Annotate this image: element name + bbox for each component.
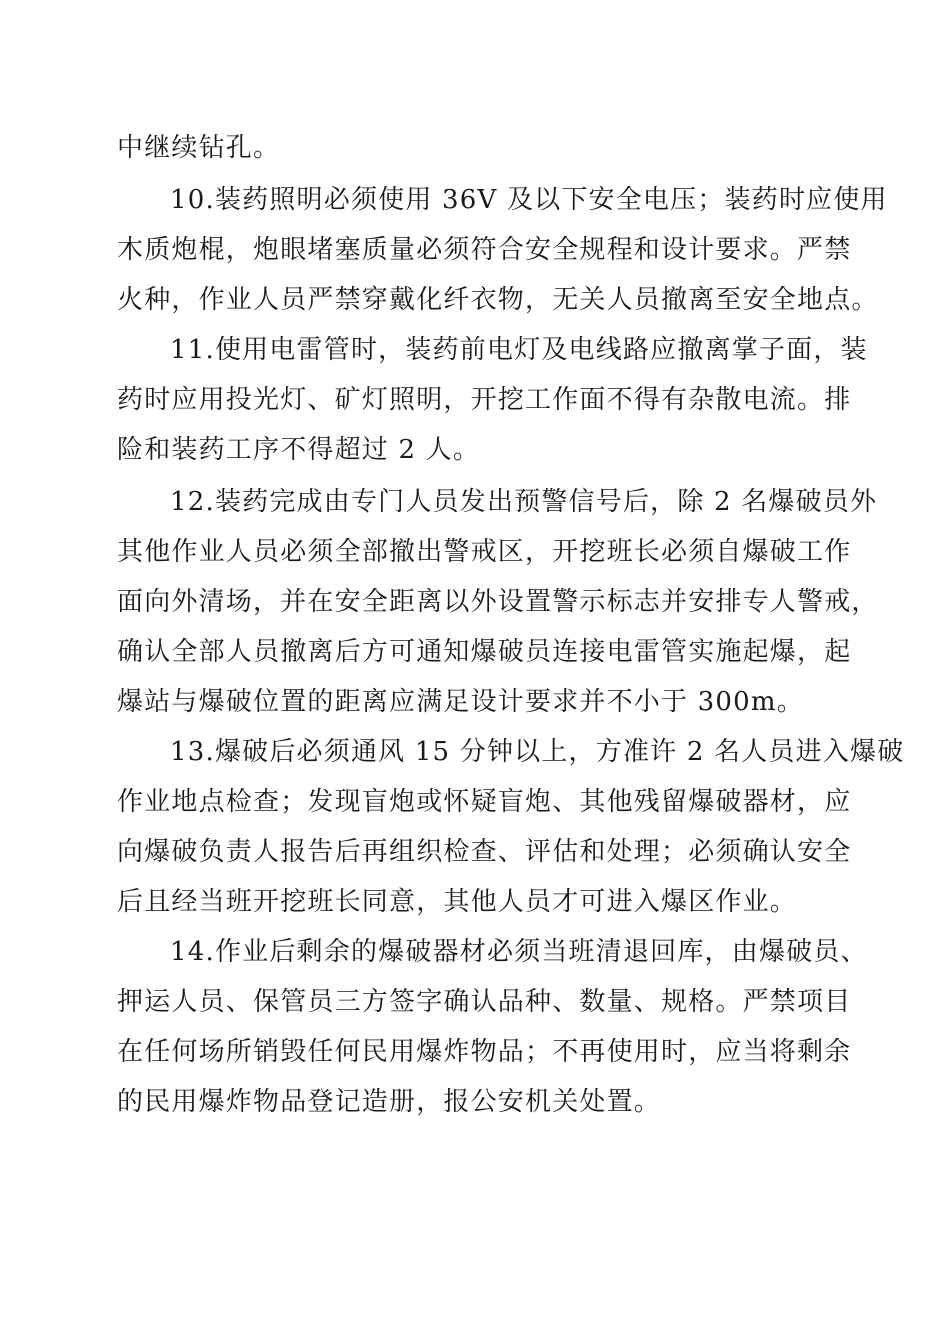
text-line: 爆站与爆破位置的距离应满足设计要求并不小于 300m。 — [117, 687, 804, 717]
text-line: 险和装药工序不得超过 2 人。 — [117, 435, 481, 465]
text-line: 13.爆破后必须通风 15 分钟以上，方准许 2 名人员进入爆破 — [170, 737, 905, 767]
text-line: 在任何场所销毁任何民用爆炸物品；不再使用时，应当将剩余 — [117, 1037, 852, 1067]
text-line: 的民用爆炸物品登记造册，报公安机关处置。 — [117, 1087, 662, 1117]
text-line: 14.作业后剩余的爆破器材必须当班清退回库，由爆破员、 — [170, 937, 868, 967]
text-line: 向爆破负责人报告后再组织检查、评估和处理；必须确认安全 — [117, 837, 852, 867]
text-line: 木质炮棍，炮眼堵塞质量必须符合安全规程和设计要求。严禁 — [117, 235, 852, 265]
text-line: 11.使用电雷管时，装药前电灯及电线路应撤离掌子面，装 — [170, 335, 868, 365]
text-line: 面向外清场，并在安全距离以外设置警示标志并安排专人警戒， — [117, 587, 879, 617]
text-line: 中继续钻孔。 — [117, 133, 281, 163]
text-line: 押运人员、保管员三方签字确认品种、数量、规格。严禁项目 — [117, 987, 852, 1017]
text-line: 10.装药照明必须使用 36V 及以下安全电压；装药时应使用 — [170, 185, 888, 215]
text-line: 药时应用投光灯、矿灯照明，开挖工作面不得有杂散电流。排 — [117, 385, 852, 415]
text-line: 12.装药完成由专门人员发出预警信号后，除 2 名爆破员外 — [170, 487, 878, 517]
text-line: 其他作业人员必须全部撤出警戒区，开挖班长必须自爆破工作 — [117, 537, 852, 567]
text-line: 确认全部人员撤离后方可通知爆破员连接电雷管实施起爆，起 — [117, 637, 852, 667]
text-line: 火种，作业人员严禁穿戴化纤衣物，无关人员撤离至安全地点。 — [117, 285, 879, 315]
text-line: 作业地点检查；发现盲炮或怀疑盲炮、其他残留爆破器材，应 — [117, 787, 852, 817]
text-line: 后且经当班开挖班长同意，其他人员才可进入爆区作业。 — [117, 887, 798, 917]
